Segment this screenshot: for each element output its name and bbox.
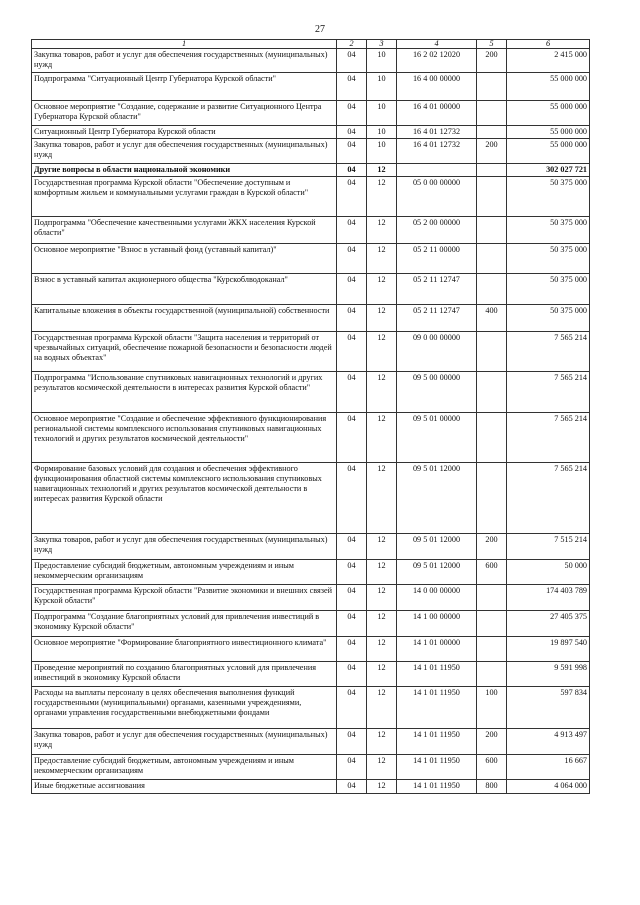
row-expense-type-cell (477, 274, 507, 305)
row-subsection-cell: 12 (367, 780, 397, 794)
row-target-article-cell: 14 1 01 00000 (397, 637, 477, 662)
row-name-cell: Ситуационный Центр Губернатора Курской области (32, 126, 337, 139)
row-expense-type-cell: 400 (477, 305, 507, 332)
row-amount-cell: 9 591 998 (507, 662, 590, 687)
row-name-cell: Закупка товаров, работ и услуг для обеспечения государственных (муниципальных) нужд (32, 534, 337, 560)
header-cell: 5 (477, 40, 507, 49)
table-row (32, 637, 590, 662)
row-expense-type-cell (477, 662, 507, 687)
row-amount-cell: 55 000 000 (507, 126, 590, 139)
row-target-article-cell: 09 0 00 00000 (397, 332, 477, 372)
header-cell: 6 (507, 40, 590, 49)
row-amount-cell: 50 000 (507, 560, 590, 585)
row-name-cell: Подпрограмма "Обеспечение качественными услугами ЖКХ населения Курской области" (32, 217, 337, 244)
row-subsection-cell: 12 (367, 687, 397, 729)
row-expense-type-cell: 200 (477, 139, 507, 164)
table-row (32, 534, 590, 560)
row-subsection-cell: 12 (367, 463, 397, 534)
table-row (32, 780, 590, 794)
table-row (32, 755, 590, 780)
row-expense-type-cell (477, 637, 507, 662)
table-header-row (32, 40, 590, 49)
row-section-cell: 04 (337, 611, 367, 637)
row-target-article-cell: 05 2 11 12747 (397, 305, 477, 332)
table-row (32, 126, 590, 139)
row-section-cell: 04 (337, 755, 367, 780)
row-name-cell: Государственная программа Курской области "Защита населения и территорий от чрезвычайных ситуаций, обеспечение пожарной безопасности и безопасности людей на водных объектах" (32, 332, 337, 372)
row-expense-type-cell (477, 611, 507, 637)
row-expense-type-cell: 800 (477, 780, 507, 794)
row-target-article-cell: 09 5 01 12000 (397, 560, 477, 585)
row-name-cell: Капитальные вложения в объекты государственной (муниципальной) собственности (32, 305, 337, 332)
row-name-cell: Основное мероприятие "Формирование благоприятного инвестиционного климата" (32, 637, 337, 662)
row-name-cell: Закупка товаров, работ и услуг для обеспечения государственных (муниципальных) нужд (32, 729, 337, 755)
row-name-cell: Расходы на выплаты персоналу в целях обеспечения выполнения функций государственными (муниципальными) органами, казенными учреждениями, органами управления государственными внебюджетными фондами (32, 687, 337, 729)
row-target-article-cell: 14 1 00 00000 (397, 611, 477, 637)
row-subsection-cell: 12 (367, 611, 397, 637)
row-expense-type-cell (477, 101, 507, 126)
table-row (32, 662, 590, 687)
row-expense-type-cell (477, 413, 507, 463)
row-subsection-cell: 10 (367, 73, 397, 101)
row-expense-type-cell: 600 (477, 560, 507, 585)
header-cell: 3 (367, 40, 397, 49)
row-target-article-cell: 05 2 11 00000 (397, 244, 477, 274)
row-amount-cell: 7 565 214 (507, 463, 590, 534)
row-name-cell: Основное мероприятие "Создание, содержание и развитие Ситуационного Центра Губернатора Курской области" (32, 101, 337, 126)
row-amount-cell: 27 405 375 (507, 611, 590, 637)
row-amount-cell: 55 000 000 (507, 139, 590, 164)
row-expense-type-cell (477, 585, 507, 611)
row-target-article-cell: 14 1 01 11950 (397, 755, 477, 780)
table-row (32, 101, 590, 126)
row-amount-cell: 7 515 214 (507, 534, 590, 560)
row-expense-type-cell (477, 372, 507, 413)
row-target-article-cell: 16 4 01 12732 (397, 126, 477, 139)
row-name-cell: Закупка товаров, работ и услуг для обеспечения государственных (муниципальных) нужд (32, 139, 337, 164)
row-section-cell: 04 (337, 101, 367, 126)
table-row (32, 729, 590, 755)
row-target-article-cell: 16 4 01 12732 (397, 139, 477, 164)
row-name-cell: Государственная программа Курской области "Обеспечение доступным и комфортным жильем и коммунальными услугами граждан в Курской области" (32, 177, 337, 217)
row-expense-type-cell (477, 126, 507, 139)
table-row (32, 372, 590, 413)
row-section-cell: 04 (337, 687, 367, 729)
row-target-article-cell: 09 5 01 12000 (397, 463, 477, 534)
page-number: 27 (315, 24, 325, 35)
row-name-cell: Основное мероприятие "Взнос в уставный фонд (уставный капитал)" (32, 244, 337, 274)
row-expense-type-cell (477, 177, 507, 217)
row-section-cell: 04 (337, 177, 367, 217)
row-target-article-cell: 05 2 00 00000 (397, 217, 477, 244)
row-amount-cell: 4 913 497 (507, 729, 590, 755)
row-section-cell: 04 (337, 49, 367, 73)
table-row (32, 164, 590, 177)
row-subsection-cell: 10 (367, 101, 397, 126)
row-target-article-cell: 14 1 01 11950 (397, 662, 477, 687)
row-section-cell: 04 (337, 372, 367, 413)
row-expense-type-cell (477, 332, 507, 372)
table-row (32, 305, 590, 332)
row-target-article-cell: 14 1 01 11950 (397, 780, 477, 794)
row-amount-cell: 55 000 000 (507, 101, 590, 126)
row-subsection-cell: 12 (367, 274, 397, 305)
row-amount-cell: 19 897 540 (507, 637, 590, 662)
row-section-cell: 04 (337, 244, 367, 274)
row-expense-type-cell: 200 (477, 49, 507, 73)
table-row (32, 177, 590, 217)
row-amount-cell: 7 565 214 (507, 372, 590, 413)
row-subsection-cell: 10 (367, 139, 397, 164)
row-section-cell: 04 (337, 305, 367, 332)
row-subsection-cell: 12 (367, 244, 397, 274)
row-name-cell: Подпрограмма "Использование спутниковых навигационных технологий и других результатов космической деятельности в интересах развития Курской области" (32, 372, 337, 413)
row-name-cell: Закупка товаров, работ и услуг для обеспечения государственных (муниципальных) нужд (32, 49, 337, 73)
table-row (32, 217, 590, 244)
row-target-article-cell: 16 2 02 12020 (397, 49, 477, 73)
row-section-cell: 04 (337, 164, 367, 177)
row-name-cell: Проведение мероприятий по созданию благоприятных условий для привлечения инвестиций в экономику Курской области (32, 662, 337, 687)
row-subsection-cell: 12 (367, 729, 397, 755)
row-amount-cell: 50 375 000 (507, 274, 590, 305)
row-section-cell: 04 (337, 662, 367, 687)
row-name-cell: Подпрограмма "Создание благоприятных условий для привлечения инвестиций в экономику Курской области" (32, 611, 337, 637)
row-name-cell: Другие вопросы в области национальной экономики (32, 164, 337, 177)
row-section-cell: 04 (337, 637, 367, 662)
row-subsection-cell: 12 (367, 755, 397, 780)
row-subsection-cell: 12 (367, 332, 397, 372)
table-row (32, 463, 590, 534)
row-section-cell: 04 (337, 729, 367, 755)
row-target-article-cell: 05 0 00 00000 (397, 177, 477, 217)
row-subsection-cell: 12 (367, 585, 397, 611)
row-subsection-cell: 12 (367, 560, 397, 585)
row-section-cell: 04 (337, 585, 367, 611)
row-amount-cell: 174 403 789 (507, 585, 590, 611)
row-amount-cell: 50 375 000 (507, 177, 590, 217)
budget-table (31, 39, 590, 794)
row-subsection-cell: 12 (367, 534, 397, 560)
table-row (32, 611, 590, 637)
table-row (32, 332, 590, 372)
row-section-cell: 04 (337, 274, 367, 305)
row-amount-cell: 302 027 721 (507, 164, 590, 177)
row-subsection-cell: 10 (367, 126, 397, 139)
header-cell: 2 (337, 40, 367, 49)
header-cell: 1 (32, 40, 337, 49)
row-expense-type-cell (477, 73, 507, 101)
row-name-cell: Формирование базовых условий для создания и обеспечения эффективного функционирования областной системы комплексного использования спутниковых навигационных технологий и других результатов космической деятельности в интересах развития Курской области (32, 463, 337, 534)
row-expense-type-cell (477, 217, 507, 244)
row-section-cell: 04 (337, 139, 367, 164)
row-amount-cell: 7 565 214 (507, 413, 590, 463)
row-target-article-cell: 09 5 01 00000 (397, 413, 477, 463)
row-subsection-cell: 12 (367, 637, 397, 662)
row-name-cell: Взнос в уставный капитал акционерного общества "Курскоблводоканал" (32, 274, 337, 305)
row-subsection-cell: 12 (367, 217, 397, 244)
row-target-article-cell: 14 1 01 11950 (397, 729, 477, 755)
row-name-cell: Подпрограмма "Ситуационный Центр Губернатора Курской области" (32, 73, 337, 101)
row-subsection-cell: 12 (367, 413, 397, 463)
table-row (32, 139, 590, 164)
row-subsection-cell: 10 (367, 49, 397, 73)
row-expense-type-cell (477, 463, 507, 534)
row-amount-cell: 50 375 000 (507, 244, 590, 274)
row-target-article-cell: 05 2 11 12747 (397, 274, 477, 305)
row-expense-type-cell: 200 (477, 534, 507, 560)
row-section-cell: 04 (337, 560, 367, 585)
table-row (32, 413, 590, 463)
row-target-article-cell: 16 4 00 00000 (397, 73, 477, 101)
row-target-article-cell (397, 164, 477, 177)
row-name-cell: Основное мероприятие "Создание и обеспечение эффективного функционирования региональной системы комплексного использования спутниковых навигационных технологий и других результатов космической деятельности" (32, 413, 337, 463)
row-target-article-cell: 09 5 01 12000 (397, 534, 477, 560)
row-target-article-cell: 16 4 01 00000 (397, 101, 477, 126)
table-row (32, 244, 590, 274)
table-row (32, 274, 590, 305)
row-section-cell: 04 (337, 413, 367, 463)
row-subsection-cell: 12 (367, 662, 397, 687)
row-target-article-cell: 14 1 01 11950 (397, 687, 477, 729)
row-expense-type-cell: 200 (477, 729, 507, 755)
table-row (32, 687, 590, 729)
row-section-cell: 04 (337, 534, 367, 560)
row-target-article-cell: 09 5 00 00000 (397, 372, 477, 413)
table-row (32, 49, 590, 73)
row-section-cell: 04 (337, 780, 367, 794)
row-expense-type-cell (477, 244, 507, 274)
row-section-cell: 04 (337, 463, 367, 534)
row-section-cell: 04 (337, 217, 367, 244)
row-expense-type-cell (477, 164, 507, 177)
row-amount-cell: 597 834 (507, 687, 590, 729)
header-cell: 4 (397, 40, 477, 49)
row-amount-cell: 50 375 000 (507, 217, 590, 244)
row-name-cell: Иные бюджетные ассигнования (32, 780, 337, 794)
row-subsection-cell: 12 (367, 305, 397, 332)
row-target-article-cell: 14 0 00 00000 (397, 585, 477, 611)
row-amount-cell: 2 415 000 (507, 49, 590, 73)
row-amount-cell: 55 000 000 (507, 73, 590, 101)
table-row (32, 560, 590, 585)
row-amount-cell: 4 064 000 (507, 780, 590, 794)
row-expense-type-cell: 100 (477, 687, 507, 729)
row-name-cell: Предоставление субсидий бюджетным, автономным учреждениям и иным некоммерческим организациям (32, 560, 337, 585)
row-amount-cell: 16 667 (507, 755, 590, 780)
row-expense-type-cell: 600 (477, 755, 507, 780)
row-amount-cell: 7 565 214 (507, 332, 590, 372)
table-row (32, 585, 590, 611)
row-subsection-cell: 12 (367, 177, 397, 217)
row-subsection-cell: 12 (367, 372, 397, 413)
row-amount-cell: 50 375 000 (507, 305, 590, 332)
row-section-cell: 04 (337, 126, 367, 139)
row-section-cell: 04 (337, 73, 367, 101)
row-name-cell: Государственная программа Курской области "Развитие экономики и внешних связей Курской области" (32, 585, 337, 611)
row-subsection-cell: 12 (367, 164, 397, 177)
row-section-cell: 04 (337, 332, 367, 372)
row-name-cell: Предоставление субсидий бюджетным, автономным учреждениям и иным некоммерческим организациям (32, 755, 337, 780)
table-row (32, 73, 590, 101)
